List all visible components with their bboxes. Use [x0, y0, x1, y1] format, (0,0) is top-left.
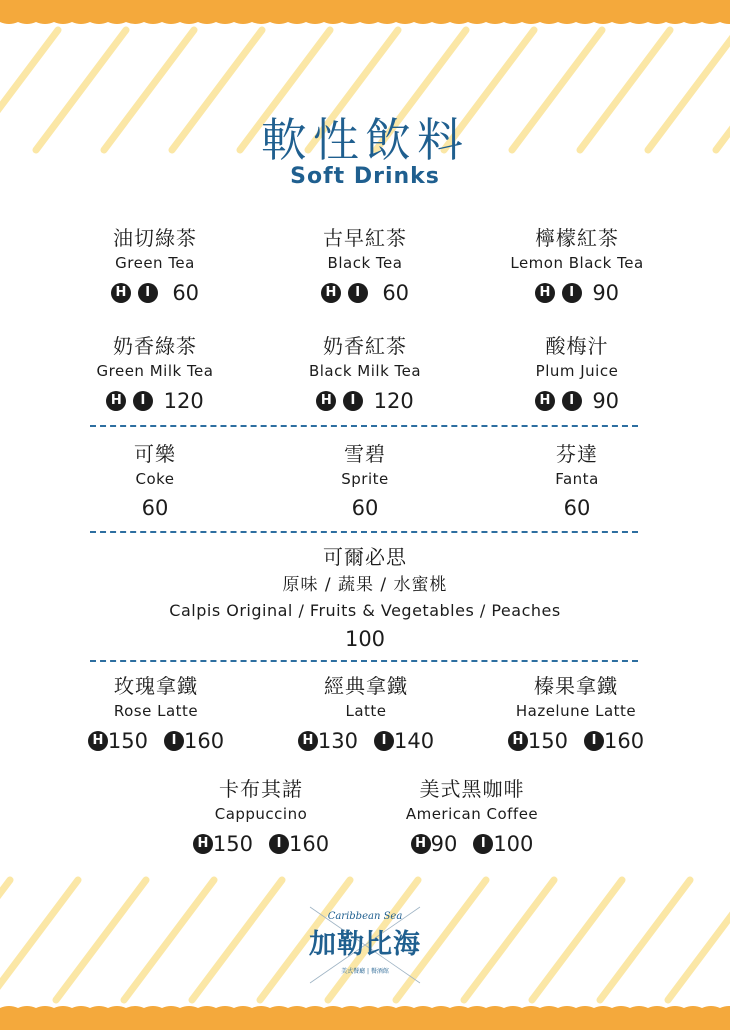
hot-badge-icon: H	[298, 731, 318, 751]
hot-badge-icon: H	[316, 391, 336, 411]
hot-badge-icon: H	[535, 391, 555, 411]
ice-badge-icon: I	[164, 731, 184, 751]
item-price	[70, 279, 240, 306]
price-value: 120	[163, 389, 204, 413]
menu-item-rose-latte	[58, 674, 254, 754]
item-name-zh: 可樂	[134, 442, 176, 466]
hot-price: 150	[107, 729, 148, 753]
menu-item-latte	[268, 674, 464, 754]
ice-price: 100	[493, 832, 534, 856]
hot-badge-icon: H	[111, 283, 131, 303]
ice-badge-icon: I	[343, 391, 363, 411]
item-price	[58, 727, 254, 754]
menu-item-plum-juice	[492, 334, 662, 414]
item-flavors-zh: 原味 / 蔬果 / 水蜜桃	[282, 575, 448, 595]
stripe	[124, 880, 214, 1000]
hot-badge-icon: H	[508, 731, 528, 751]
menu-item-cappuccino	[163, 777, 359, 857]
item-price	[492, 279, 662, 306]
item-price: 60	[351, 496, 379, 520]
item-name-zh: 卡布其諾	[219, 777, 303, 801]
item-name-zh: 可爾必思	[323, 545, 407, 569]
hot-badge-icon: H	[106, 391, 126, 411]
ice-badge-icon: I	[562, 391, 582, 411]
item-name-zh: 芬達	[556, 442, 598, 466]
item-name-en: Green Milk Tea	[96, 362, 214, 380]
ice-badge-icon: I	[348, 283, 368, 303]
restaurant-logo	[290, 895, 440, 995]
stripe	[600, 880, 690, 1000]
section-divider	[90, 531, 638, 533]
price-value: 60	[172, 281, 200, 305]
ice-badge-icon: I	[269, 834, 289, 854]
item-name-zh: 奶香紅茶	[323, 334, 407, 358]
menu-item-american-coffee	[374, 777, 570, 857]
hot-price: 150	[212, 832, 253, 856]
price-value: 60	[382, 281, 410, 305]
item-name-zh: 榛果拿鐵	[534, 674, 618, 698]
item-name-zh: 古早紅茶	[323, 226, 407, 250]
item-name-en: Black Tea	[327, 254, 403, 272]
page-title: 軟性飲料	[261, 113, 469, 167]
item-name-en: Fanta	[555, 470, 599, 488]
item-name-zh: 油切綠茶	[113, 226, 197, 250]
item-name-zh: 經典拿鐵	[324, 674, 408, 698]
item-name-en: American Coffee	[405, 805, 539, 823]
bottom-border	[0, 1006, 730, 1030]
menu-item-coke	[70, 442, 240, 521]
item-name-en: Rose Latte	[113, 702, 199, 720]
menu-item-green-tea	[70, 226, 240, 306]
item-name-zh: 雪碧	[344, 442, 386, 466]
menu-item-fanta	[492, 442, 662, 521]
stripe	[192, 880, 282, 1000]
logo-script-text: Caribbean Sea	[327, 911, 403, 922]
item-name-en: Latte	[345, 702, 387, 720]
menu-item-black-milk-tea	[280, 334, 450, 414]
menu-item-black-tea	[280, 226, 450, 306]
ice-badge-icon: I	[374, 731, 394, 751]
ice-price: 160	[289, 832, 330, 856]
ice-badge-icon: I	[584, 731, 604, 751]
item-name-zh: 酸梅汁	[545, 334, 609, 358]
item-price	[374, 830, 570, 857]
item-name-en: Black Milk Tea	[308, 362, 422, 380]
logo-tagline-text: 美式餐廳 | 餐酒館	[341, 968, 389, 975]
item-price	[268, 727, 464, 754]
price-value: 90	[592, 389, 620, 413]
ice-badge-icon: I	[133, 391, 153, 411]
item-price	[280, 387, 450, 414]
section-divider	[90, 425, 638, 427]
item-price	[163, 830, 359, 857]
item-name-en: Lemon Black Tea	[510, 254, 644, 272]
hot-price: 150	[527, 729, 568, 753]
hot-price: 130	[317, 729, 358, 753]
item-name-en: Coke	[135, 470, 175, 488]
menu-item-calpis	[100, 545, 630, 652]
hot-price: 90	[430, 832, 458, 856]
logo-name-text: 加勒比海	[309, 929, 421, 960]
ice-price: 160	[604, 729, 645, 753]
item-name-zh: 檸檬紅茶	[535, 226, 619, 250]
menu-item-lemon-black-tea	[492, 226, 662, 306]
hot-badge-icon: H	[411, 834, 431, 854]
item-name-en: Cappuccino	[214, 805, 308, 823]
stripe	[532, 880, 622, 1000]
menu-item-hazelune-latte	[478, 674, 674, 754]
hot-badge-icon: H	[535, 283, 555, 303]
hot-badge-icon: H	[321, 283, 341, 303]
menu-item-sprite	[280, 442, 450, 521]
ice-price: 160	[184, 729, 225, 753]
item-name-en: Plum Juice	[535, 362, 619, 380]
stripe	[464, 880, 554, 1000]
ice-badge-icon: I	[562, 283, 582, 303]
item-price	[280, 279, 450, 306]
item-name-en: Green Tea	[115, 254, 195, 272]
top-border	[0, 0, 730, 24]
ice-badge-icon: I	[473, 834, 493, 854]
item-name-en: Sprite	[341, 470, 389, 488]
item-name-en: Calpis Original / Fruits & Vegetables / Peaches	[169, 601, 561, 620]
price-value: 120	[373, 389, 414, 413]
ice-price: 140	[394, 729, 435, 753]
item-price: 60	[563, 496, 591, 520]
section-divider	[90, 660, 638, 662]
item-price	[478, 727, 674, 754]
page-subtitle: Soft Drinks	[290, 164, 440, 189]
item-price: 60	[141, 496, 169, 520]
menu-item-green-milk-tea	[70, 334, 240, 414]
item-name-zh: 玫瑰拿鐵	[114, 674, 198, 698]
ice-badge-icon: I	[138, 283, 158, 303]
item-price	[70, 387, 240, 414]
hot-badge-icon: H	[193, 834, 213, 854]
hot-badge-icon: H	[88, 731, 108, 751]
price-value: 90	[592, 281, 620, 305]
item-name-en: Hazelune Latte	[515, 702, 637, 720]
stripe	[56, 880, 146, 1000]
item-price	[492, 387, 662, 414]
item-name-zh: 奶香綠茶	[113, 334, 197, 358]
item-price: 100	[344, 627, 386, 651]
item-name-zh: 美式黑咖啡	[419, 777, 525, 801]
